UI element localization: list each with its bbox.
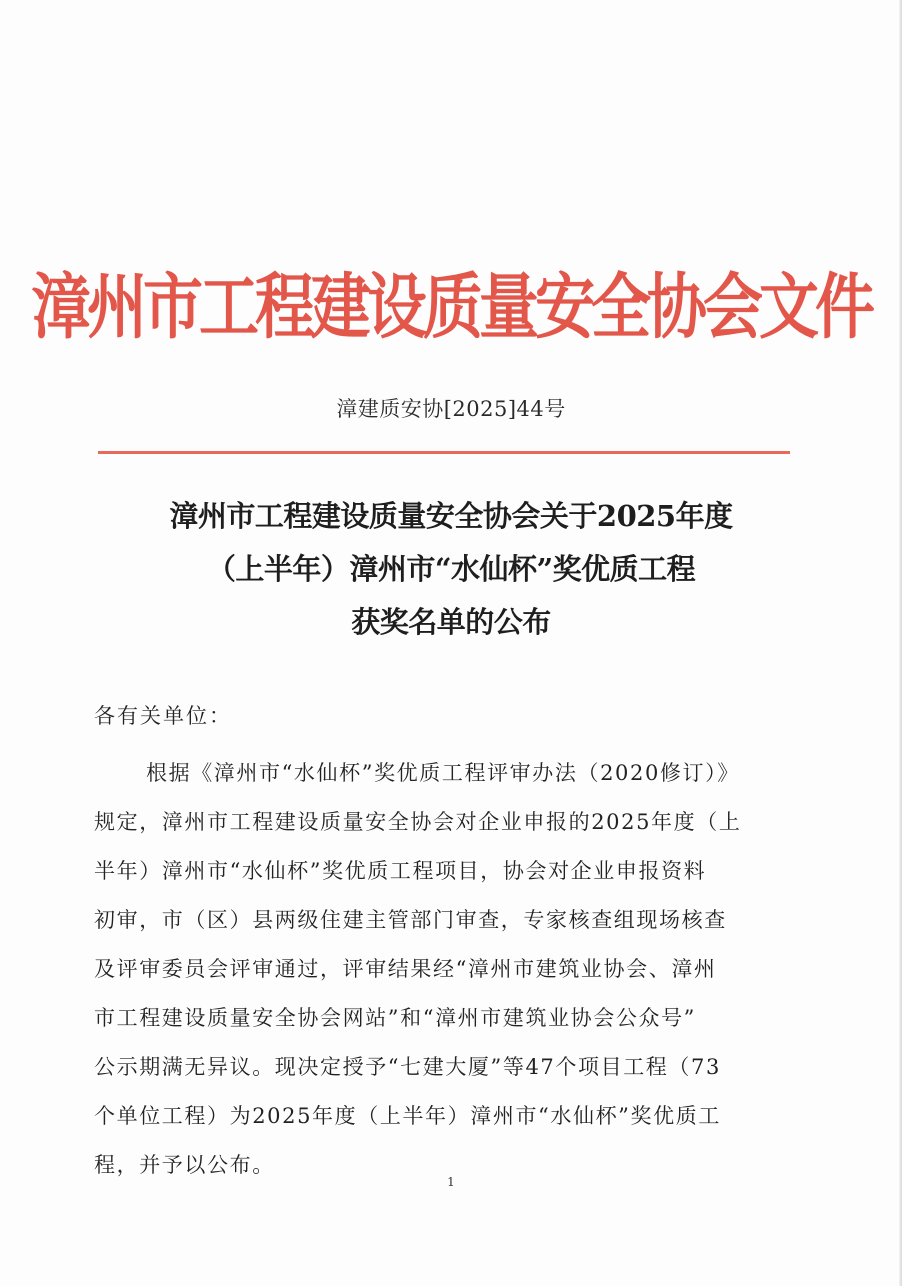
title-line-3: 获奖名单的公布 bbox=[351, 605, 551, 639]
title-line-2: （上半年）漳州市“水仙杯”奖优质工程 bbox=[206, 552, 696, 586]
salutation: 各有关单位： bbox=[94, 704, 232, 728]
body-line: 初审，市（区）县两级住建主管部门审查，专家核查组现场核查 bbox=[94, 908, 727, 932]
body-line: 规定，漳州市工程建设质量安全协会对企业申报的2025年度（上 bbox=[94, 810, 742, 834]
body-line: 市工程建设质量安全协会网站”和“漳州市建筑业协会公众号” bbox=[94, 1006, 697, 1030]
body-line: 公示期满无异议。现决定授予“七建大厦”等47个项目工程（73 bbox=[94, 1055, 721, 1079]
header-divider bbox=[98, 451, 790, 454]
body-line: 根据《漳州市“水仙杯”奖优质工程评审办法（2020修订）》 bbox=[146, 761, 740, 785]
body-line: 及评审委员会评审通过，评审结果经“漳州市建筑业协会、漳州 bbox=[94, 957, 717, 981]
page-number: 1 bbox=[447, 1175, 455, 1189]
title-line-1: 漳州市工程建设质量安全协会关于2025年度 bbox=[169, 499, 733, 533]
body-line: 程，并予以公布。 bbox=[94, 1153, 275, 1177]
document-number: 漳建质安协[2025]44号 bbox=[336, 397, 566, 421]
document-title bbox=[60, 490, 842, 649]
body-paragraph bbox=[94, 749, 809, 1190]
document-header-title: 漳州市工程建设质量安全协会文件 bbox=[31, 266, 871, 350]
body-line: 半年）漳州市“水仙杯”奖优质工程项目，协会对企业申报资料 bbox=[94, 859, 707, 883]
body-line: 个单位工程）为2025年度（上半年）漳州市“水仙杯”奖优质工 bbox=[94, 1104, 721, 1128]
